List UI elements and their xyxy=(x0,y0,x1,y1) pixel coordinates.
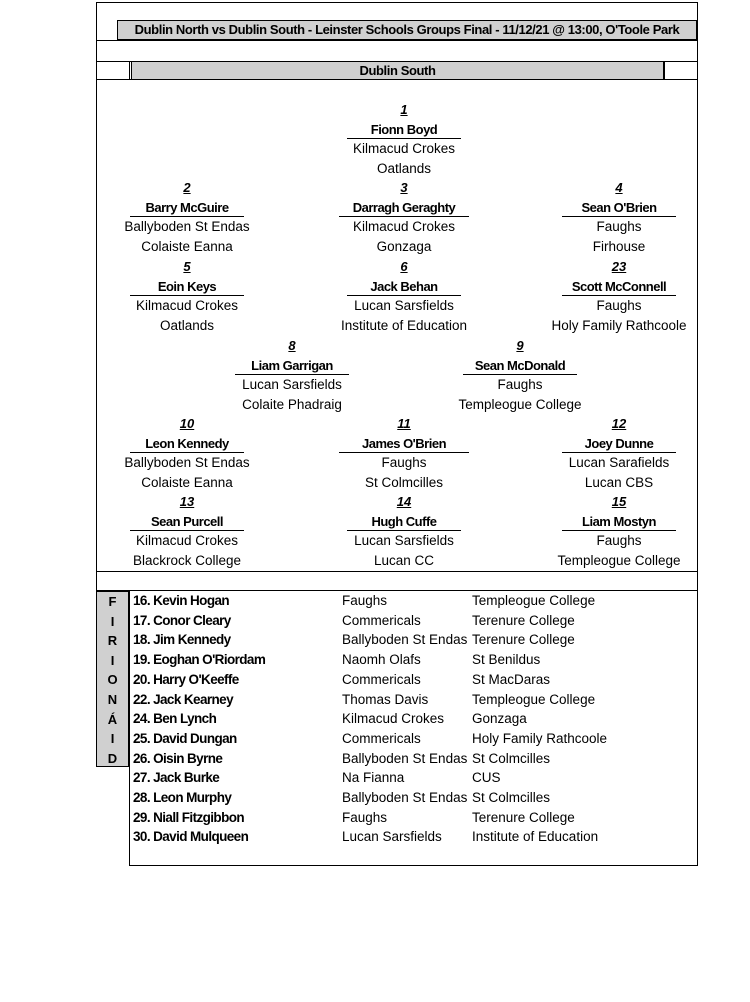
player-card xyxy=(202,336,382,414)
player-card xyxy=(97,178,277,256)
player-name: Liam Mostyn xyxy=(582,514,656,529)
player-card xyxy=(529,257,709,335)
player-card xyxy=(529,414,709,492)
player-club: Kilmacud Crokes xyxy=(135,298,239,313)
sub-name: 18. Jim Kennedy xyxy=(133,632,231,648)
sub-name: 28. Leon Murphy xyxy=(133,790,232,805)
sub-name: 29. Niall Fitzgibbon xyxy=(133,809,245,825)
player-school: Colaite Phadraig xyxy=(242,396,342,412)
player-club: Lucan Sarsfields xyxy=(354,298,454,313)
player-number: 11 xyxy=(397,416,411,431)
player-school: Colaiste Eanna xyxy=(141,474,233,490)
sub-school: St Benildus xyxy=(472,652,541,668)
sub-school: Templeogue College xyxy=(472,593,596,608)
sub-club: Kilmacud Crokes xyxy=(342,711,445,727)
sub-school: Templeogue College xyxy=(472,691,596,707)
label-letter: I xyxy=(110,652,115,668)
player-number: 2 xyxy=(183,180,191,195)
player-number: 3 xyxy=(400,180,408,195)
player-card xyxy=(529,492,709,570)
player-name: Hugh Cuffe xyxy=(371,514,437,529)
player-club: Faughs xyxy=(596,219,642,234)
sub-club: Na Fianna xyxy=(342,770,405,786)
player-school: Lucan CBS xyxy=(584,474,654,490)
sub-school: Gonzaga xyxy=(472,711,527,727)
sub-club: Naomh Olafs xyxy=(342,652,421,668)
player-name: Sean Purcell xyxy=(150,514,224,529)
sub-name: 24. Ben Lynch xyxy=(133,711,217,727)
sub-name: 20. Harry O'Keeffe xyxy=(133,671,239,687)
sub-club: Commericals xyxy=(342,612,421,628)
sub-name: 22. Jack Kearney xyxy=(133,691,233,707)
player-card xyxy=(314,178,494,256)
sub-school: Institute of Education xyxy=(472,829,599,845)
sub-school: CUS xyxy=(472,770,501,786)
sub-club: Thomas Davis xyxy=(342,691,429,707)
player-number: 13 xyxy=(179,494,195,509)
player-card xyxy=(314,414,494,492)
player-card xyxy=(314,257,494,335)
player-school: St Colmcilles xyxy=(364,474,443,490)
frame-line xyxy=(96,571,698,572)
player-number: 9 xyxy=(516,338,524,353)
label-letter: F xyxy=(108,594,117,609)
team-name: Dublin South xyxy=(131,61,664,80)
sub-name: 30. David Mulqueen xyxy=(133,829,249,845)
sub-school: St MacDaras xyxy=(472,671,551,687)
player-club: Lucan Sarsfields xyxy=(354,533,454,548)
player-name: Eoin Keys xyxy=(157,279,217,294)
label-letter: I xyxy=(110,613,115,629)
player-school: Gonzaga xyxy=(376,238,432,254)
player-card xyxy=(529,178,709,256)
label-letter: Á xyxy=(107,711,118,727)
player-name: Liam Garrigan xyxy=(251,358,333,373)
player-number: 4 xyxy=(615,180,623,195)
player-school: Firhouse xyxy=(592,238,646,254)
sub-name: 25. David Dungan xyxy=(133,730,237,746)
sub-name: 27. Jack Burke xyxy=(133,770,220,786)
frame-inner-right-line xyxy=(664,61,665,80)
player-card xyxy=(314,492,494,570)
label-letter: I xyxy=(110,731,115,747)
player-name: Jack Behan xyxy=(370,279,438,294)
sub-school: St Colmcilles xyxy=(472,750,551,766)
player-school: Holy Family Rathcoole xyxy=(551,317,687,333)
sub-club: Ballyboden St Endas xyxy=(342,790,468,805)
player-school: Blackrock College xyxy=(132,552,242,568)
player-name: James O'Brien xyxy=(361,436,447,451)
player-number: 5 xyxy=(183,259,191,274)
player-name: Sean McDonald xyxy=(474,358,566,373)
player-number: 15 xyxy=(611,494,627,509)
player-school: Colaiste Eanna xyxy=(141,238,233,254)
player-school: Oatlands xyxy=(159,317,215,333)
player-name: Joey Dunne xyxy=(584,436,654,451)
player-name: Barry McGuire xyxy=(145,200,229,215)
player-card xyxy=(97,257,277,335)
player-name: Darragh Geraghty xyxy=(352,200,456,215)
player-club: Faughs xyxy=(497,377,543,392)
player-club: Lucan Sarsfields xyxy=(242,377,342,392)
sub-school: Terenure College xyxy=(472,612,575,628)
player-name: Sean O'Brien xyxy=(581,200,657,215)
player-card xyxy=(97,492,277,570)
player-name: Scott McConnell xyxy=(571,279,667,294)
player-club: Kilmacud Crokes xyxy=(352,141,456,156)
label-letter: D xyxy=(107,750,118,766)
player-number: 6 xyxy=(400,259,408,274)
label-letter: O xyxy=(107,672,118,688)
sub-school: St Colmcilles xyxy=(472,790,551,805)
player-card xyxy=(97,414,277,492)
player-club: Kilmacud Crokes xyxy=(352,219,456,234)
sub-school: Terenure College xyxy=(472,632,575,648)
frame-top-line xyxy=(96,2,698,3)
page-title: Dublin North vs Dublin South - Leinster Schools Groups Final - 11/12/21 @ 13:00, O'Toole Park xyxy=(117,20,697,40)
player-club: Ballyboden St Endas xyxy=(124,455,250,470)
sub-school: Holy Family Rathcoole xyxy=(472,730,608,746)
frame-line xyxy=(96,40,698,41)
sub-name: 19. Eoghan O'Riordam xyxy=(133,652,266,668)
player-school: Institute of Education xyxy=(340,317,468,333)
player-club: Faughs xyxy=(596,533,642,548)
sub-club: Faughs xyxy=(342,593,388,608)
sub-school: Terenure College xyxy=(472,809,575,825)
label-letter: R xyxy=(107,633,118,649)
player-club: Faughs xyxy=(381,455,427,470)
player-number: 10 xyxy=(179,416,195,431)
player-number: 1 xyxy=(400,102,408,117)
sub-name: 26. Oisin Byrne xyxy=(133,750,223,766)
substitutes-label xyxy=(96,591,129,767)
sub-name: 17. Conor Cleary xyxy=(133,612,231,628)
player-card xyxy=(430,336,610,414)
sub-name: 16. Kevin Hogan xyxy=(133,593,230,608)
player-club: Ballyboden St Endas xyxy=(124,219,250,234)
frame-bottom-line xyxy=(129,865,698,866)
player-name: Fionn Boyd xyxy=(370,122,438,137)
player-number: 12 xyxy=(611,416,627,431)
player-school: Templeogue College xyxy=(557,552,681,568)
sub-club: Commericals xyxy=(342,730,421,746)
subs-left-line xyxy=(129,590,130,866)
player-school: Oatlands xyxy=(376,160,432,176)
player-school: Templeogue College xyxy=(458,396,582,412)
player-club: Faughs xyxy=(596,298,642,313)
frame-inner-left-line xyxy=(129,61,130,80)
sub-club: Ballyboden St Endas xyxy=(342,750,468,766)
label-letter: N xyxy=(107,691,118,707)
player-club: Lucan Sarafields xyxy=(568,455,670,470)
player-number: 14 xyxy=(396,494,412,509)
sub-club: Commericals xyxy=(342,671,421,687)
sub-club: Faughs xyxy=(342,809,388,825)
player-club: Kilmacud Crokes xyxy=(135,533,239,548)
player-number: 23 xyxy=(611,259,627,274)
sub-club: Lucan Sarsfields xyxy=(342,829,442,845)
sub-club: Ballyboden St Endas xyxy=(342,632,468,648)
player-school: Lucan CC xyxy=(373,552,435,568)
player-number: 8 xyxy=(288,338,296,353)
player-card xyxy=(314,100,494,178)
player-name: Leon Kennedy xyxy=(145,436,229,451)
